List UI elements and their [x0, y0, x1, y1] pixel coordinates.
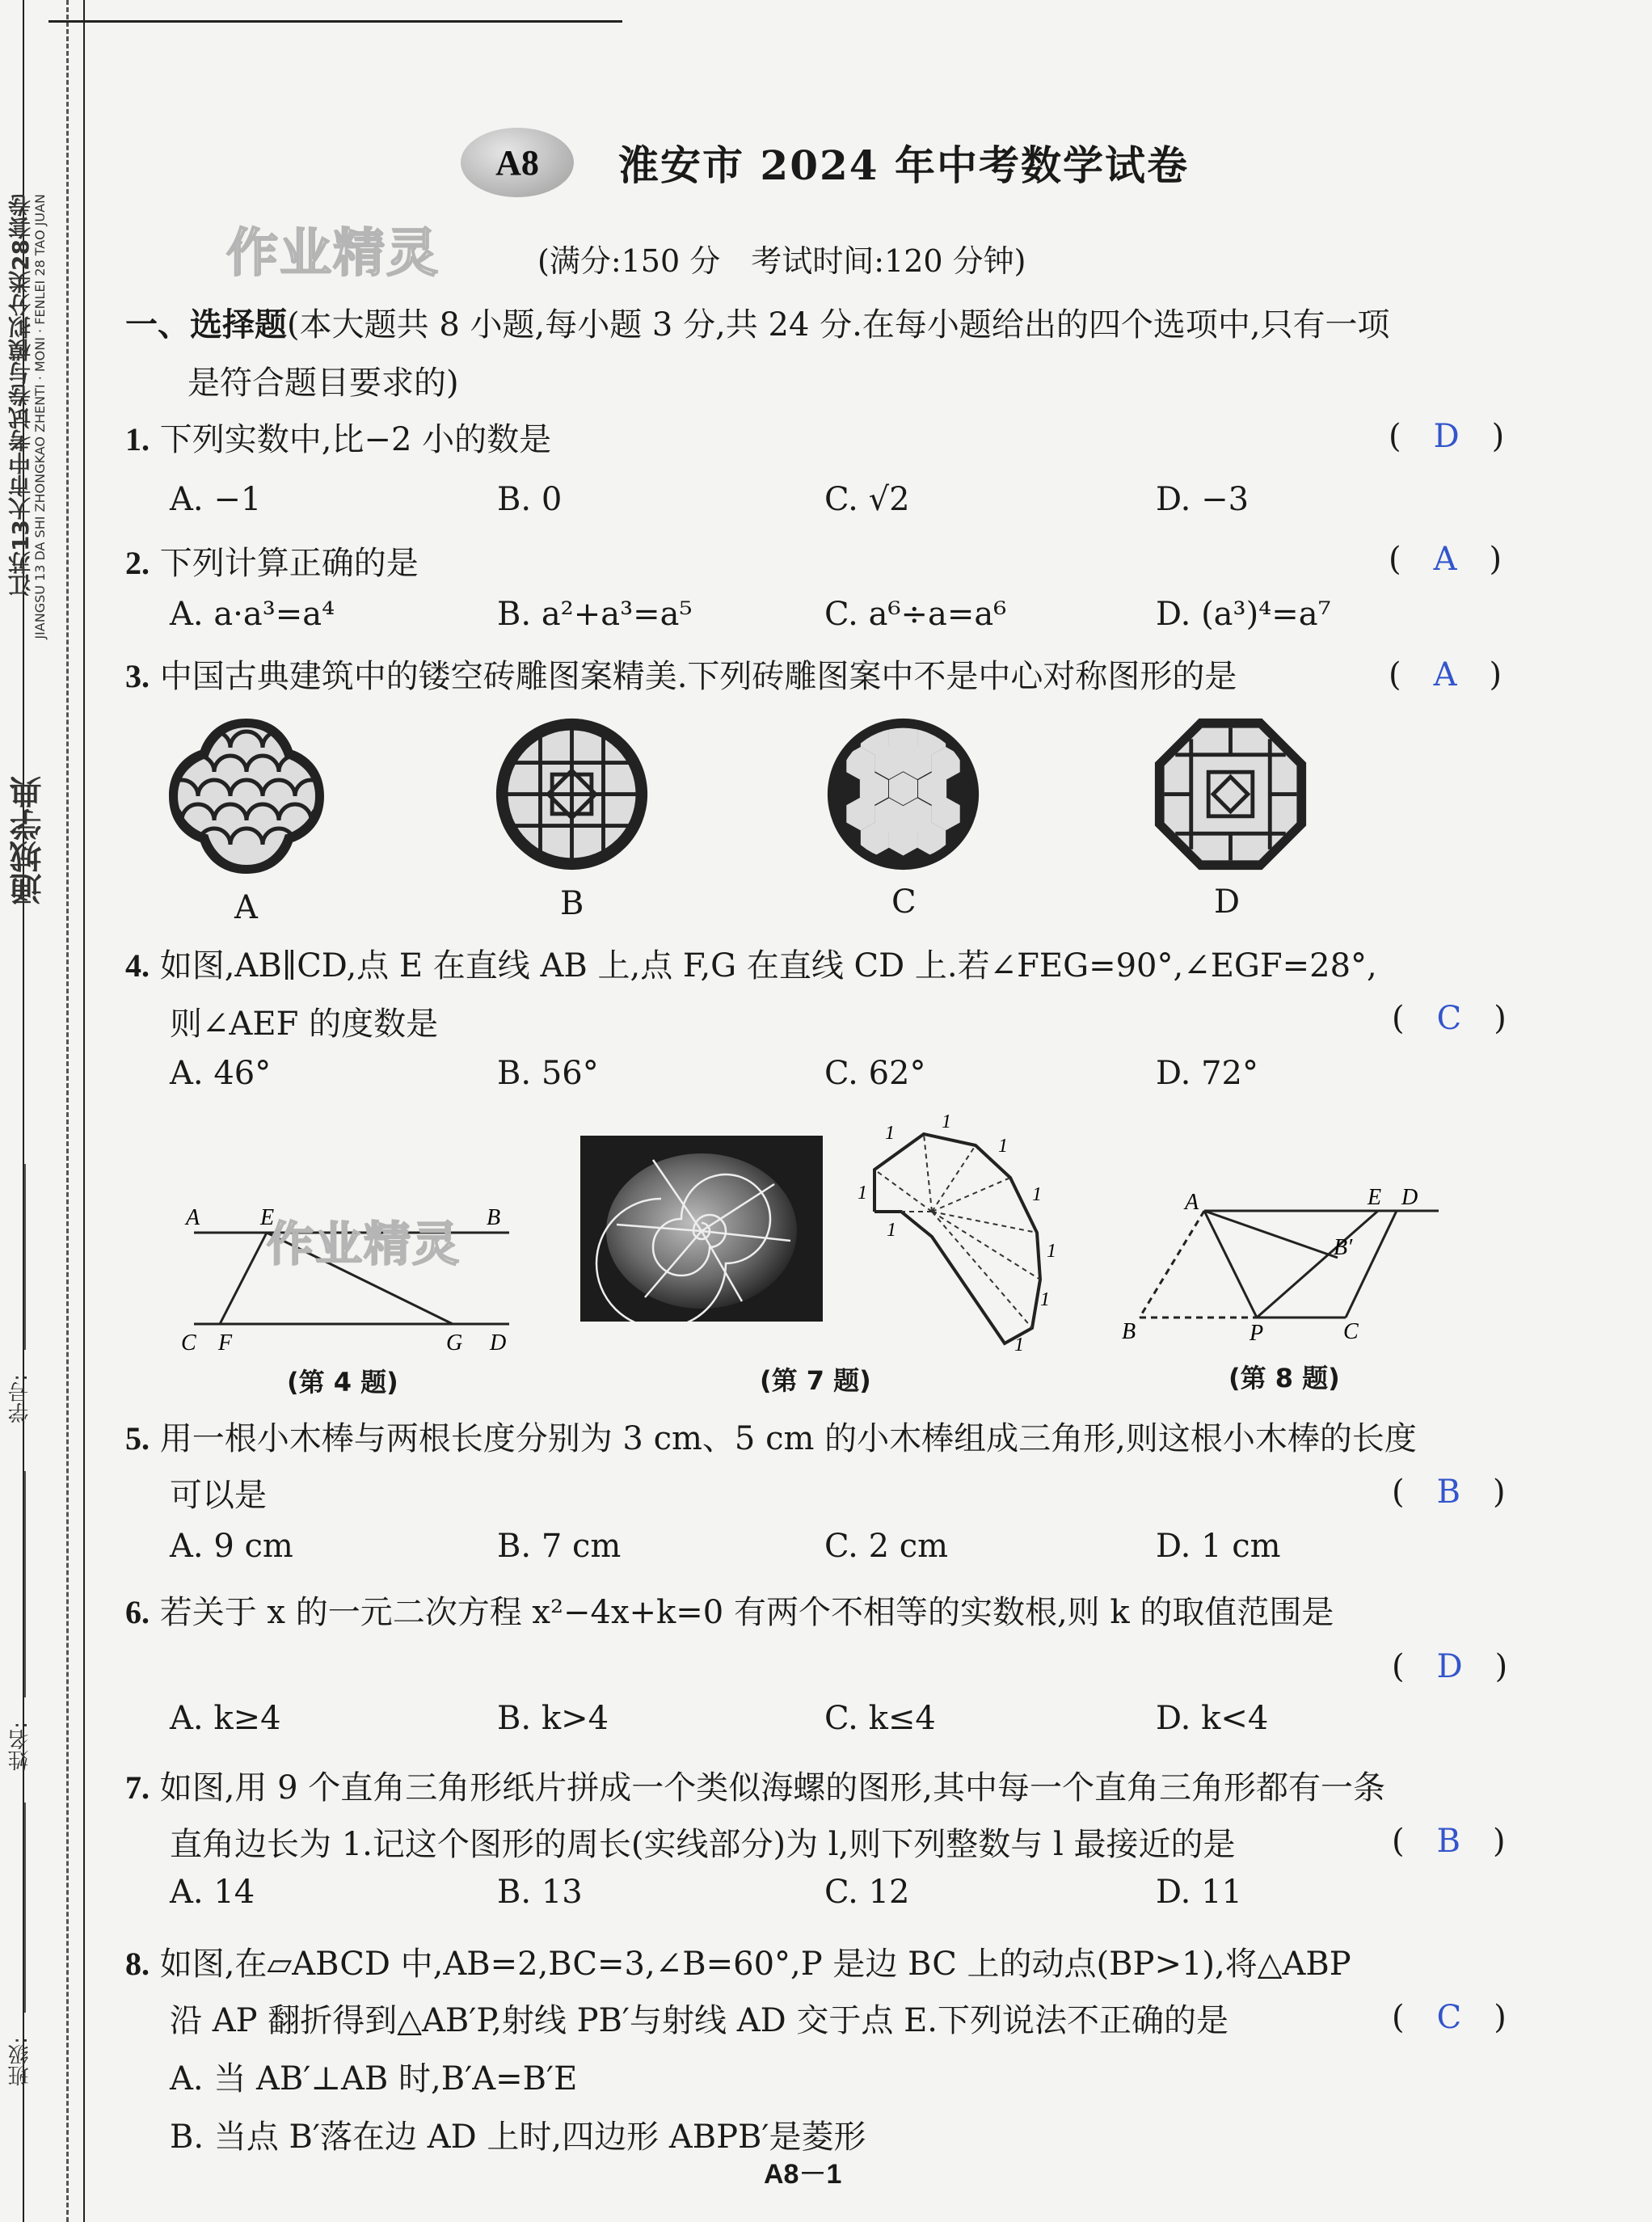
nautilus-photo	[580, 1136, 823, 1322]
q7-option-d: D. 11	[1156, 1874, 1242, 1911]
question-3-num: 3.	[125, 658, 150, 694]
q1-option-c: C. √2	[824, 481, 910, 518]
answer-4: C	[1436, 1000, 1462, 1037]
fig4-label-e: E	[260, 1205, 275, 1230]
fig8-label-e: E	[1368, 1188, 1382, 1210]
q8-option-b: B. 当点 B′落在边 AD 上时,四边形 ABPB′是菱形	[170, 2119, 866, 2156]
fig4-label-d: D	[490, 1330, 507, 1356]
q2-option-c: C. a⁶÷a=a⁶	[824, 596, 1007, 633]
q5-option-a: A. 9 cm	[170, 1528, 293, 1565]
pattern-d-label: D	[1214, 883, 1241, 921]
fig7-len-4: 1	[1032, 1184, 1042, 1205]
fig4-label-f: F	[218, 1330, 233, 1356]
fig4-label-g: G	[446, 1330, 463, 1356]
answer-1: D	[1433, 418, 1460, 455]
q5-option-d: D. 1 cm	[1156, 1528, 1281, 1565]
fig7-len-2: 1	[942, 1111, 951, 1132]
question-7	[125, 1762, 1385, 1808]
q4-option-d: D. 72°	[1156, 1055, 1258, 1092]
fig8-label-p: P	[1250, 1321, 1264, 1346]
answer-2: A	[1433, 541, 1457, 578]
fig8-label-c: C	[1343, 1319, 1359, 1344]
page-number: A8－1	[764, 2159, 842, 2190]
q2-option-d: D. (a³)⁴=a⁷	[1156, 596, 1331, 633]
question-5-text-1: 用一根小木棒与两根长度分别为 3 cm、5 cm 的小木棒组成三角形,则这根小木棒的长度	[159, 1420, 1417, 1457]
figure-8	[1115, 1188, 1455, 1358]
exam-info: (满分:150 分 考试时间:120 分钟)	[537, 243, 1026, 279]
field-name-label: 姓名:	[8, 1722, 32, 1771]
question-7-text-1: 如图,用 9 个直角三角形纸片拼成一个类似海螺的图形,其中每一个直角三角形都有一条	[159, 1769, 1386, 1807]
question-2	[125, 538, 419, 584]
field-name-line	[24, 1471, 26, 1697]
section-title: 一、选择题	[125, 306, 287, 344]
pattern-a-label: A	[234, 889, 258, 926]
q1-option-a: A. −1	[170, 481, 262, 518]
question-8	[125, 1938, 1351, 1984]
fig7-len-8: 1	[858, 1183, 867, 1204]
q6-option-c: C. k≤4	[824, 1700, 936, 1737]
fig4-caption: (第 4 题)	[287, 1367, 398, 1398]
fig8-caption: (第 8 题)	[1228, 1363, 1340, 1393]
section-desc-1: (本大题共 8 小题,每小题 3 分,共 24 分.在每小题给出的四个选项中,只有一项	[287, 306, 1390, 344]
q1-option-d: D. −3	[1156, 481, 1250, 518]
field-class-label: 班级:	[8, 2037, 32, 2086]
question-2-text: 下列计算正确的是	[159, 545, 419, 582]
q6-option-a: A. k≥4	[170, 1700, 281, 1737]
q8-option-a: A. 当 AB′⊥AB 时,B′A=B′E	[170, 2060, 578, 2098]
answer-bracket-4: ( C )	[1392, 1000, 1507, 1037]
q7-option-c: C. 12	[824, 1874, 910, 1911]
pattern-c-icon	[824, 715, 982, 873]
sidebar-brand: 通城学典	[10, 776, 47, 905]
watermark: 作业精灵	[226, 224, 440, 284]
fig4-label-a: A	[186, 1205, 200, 1230]
watermark-2: 作业精灵	[267, 1216, 461, 1271]
question-1	[125, 414, 551, 460]
answer-bracket-2: ( A )	[1389, 541, 1502, 578]
answer-7: B	[1436, 1823, 1461, 1860]
answer-5: B	[1436, 1474, 1461, 1511]
q5-option-c: C. 2 cm	[824, 1528, 949, 1565]
answer-bracket-1: ( D )	[1389, 418, 1505, 455]
fig8-label-b: B	[1122, 1319, 1136, 1344]
q4-option-c: C. 62°	[824, 1055, 926, 1092]
q6-option-b: B. k>4	[497, 1700, 609, 1737]
q2-option-a: A. a·a³=a⁴	[170, 596, 335, 633]
section-desc-2: 是符合题目要求的)	[188, 365, 459, 402]
margin-border-inner	[83, 0, 85, 2222]
q4-option-a: A. 46°	[170, 1055, 272, 1092]
q6-option-d: D. k<4	[1156, 1700, 1269, 1737]
answer-bracket-8: ( C )	[1392, 1999, 1507, 2036]
question-3-text: 中国古典建筑中的镂空砖雕图案精美.下列砖雕图案中不是中心对称图形的是	[159, 658, 1237, 695]
pattern-c-label: C	[891, 883, 917, 921]
section-heading	[125, 299, 1390, 345]
fig8-label-b-prime: B′	[1334, 1235, 1353, 1260]
question-6-text: 若关于 x 的一元二次方程 x²−4x+k=0 有两个不相等的实数根,则 k 的取值范围是	[159, 1594, 1334, 1631]
question-5	[125, 1413, 1417, 1459]
sidebar-series: 江苏13大市中考试卷与模拟分类28套卷	[7, 194, 34, 597]
q7-option-b: B. 13	[497, 1874, 583, 1911]
answer-6: D	[1436, 1648, 1463, 1685]
fig4-label-b: B	[487, 1205, 501, 1230]
q7-option-a: A. 14	[170, 1874, 255, 1911]
page-title: 淮安市 2024 年中考数学试卷	[618, 141, 1189, 189]
field-class-line	[24, 1802, 26, 2013]
question-4-text-1: 如图,AB∥CD,点 E 在直线 AB 上,点 F,G 在直线 CD 上.若∠FEG=90°,∠EGF=28°,	[159, 947, 1377, 985]
paper-badge: A8	[461, 128, 574, 197]
question-4-text-2: 则∠AEF 的度数是	[170, 1006, 439, 1043]
fig4-label-c: C	[181, 1330, 196, 1356]
q2-option-b: B. a²+a³=a⁵	[497, 596, 693, 633]
field-number-line	[24, 1164, 26, 1350]
top-rule	[48, 20, 622, 23]
fig7-caption: (第 7 题)	[760, 1365, 871, 1396]
pattern-d-icon	[1152, 715, 1309, 873]
field-number-label: 学号:	[8, 1374, 32, 1423]
answer-bracket-6: ( D )	[1392, 1648, 1508, 1685]
answer-bracket-3: ( A )	[1389, 656, 1502, 694]
pattern-b-icon	[493, 715, 651, 873]
q1-option-b: B. 0	[497, 481, 563, 518]
q4-option-b: B. 56°	[497, 1055, 599, 1092]
answer-8: C	[1436, 1999, 1462, 2036]
question-1-num: 1.	[125, 421, 150, 457]
fig8-label-d: D	[1401, 1188, 1418, 1210]
fig7-len-6: 1	[1040, 1289, 1050, 1310]
question-4-num: 4.	[125, 947, 150, 984]
question-3	[125, 651, 1237, 697]
question-6	[125, 1587, 1334, 1633]
pattern-a-icon	[166, 715, 327, 877]
sidebar-pinyin: JIANGSU 13 DA SHI ZHONGKAO ZHENTI · MONI · FENLEI 28 TAO JUAN	[32, 194, 48, 639]
question-5-text-2: 可以是	[170, 1477, 267, 1514]
question-6-num: 6.	[125, 1594, 150, 1630]
fig8-label-a: A	[1185, 1190, 1199, 1215]
q5-option-b: B. 7 cm	[497, 1528, 622, 1565]
answer-bracket-7: ( B )	[1392, 1823, 1506, 1860]
fig7-len-7: 1	[1014, 1334, 1024, 1354]
question-7-text-2: 直角边长为 1.记这个图形的周长(实线部分)为 l,则下列整数与 l 最接近的是	[170, 1826, 1236, 1863]
question-5-num: 5.	[125, 1420, 150, 1457]
question-8-text-2: 沿 AP 翻折得到△AB′P,射线 PB′与射线 AD 交于点 E.下列说法不正确的是	[170, 2002, 1228, 2039]
question-8-text-1: 如图,在▱ABCD 中,AB=2,BC=3,∠B=60°,P 是边 BC 上的动点(BP>1),将△ABP	[159, 1946, 1351, 1983]
fig7-len-3: 1	[998, 1136, 1008, 1157]
answer-bracket-5: ( B )	[1392, 1474, 1506, 1511]
question-2-num: 2.	[125, 545, 150, 581]
fig7-len-9: 1	[887, 1220, 896, 1241]
answer-3: A	[1433, 656, 1457, 694]
fig7-len-5: 1	[1047, 1241, 1056, 1262]
question-8-num: 8.	[125, 1946, 150, 1982]
fig7-len-1: 1	[885, 1123, 895, 1144]
question-4	[125, 940, 1377, 986]
question-7-num: 7.	[125, 1769, 150, 1806]
figure-7-spiral	[853, 1111, 1063, 1354]
pattern-b-label: B	[560, 885, 584, 922]
question-1-text: 下列实数中,比−2 小的数是	[159, 421, 552, 458]
cut-line	[66, 0, 69, 2222]
